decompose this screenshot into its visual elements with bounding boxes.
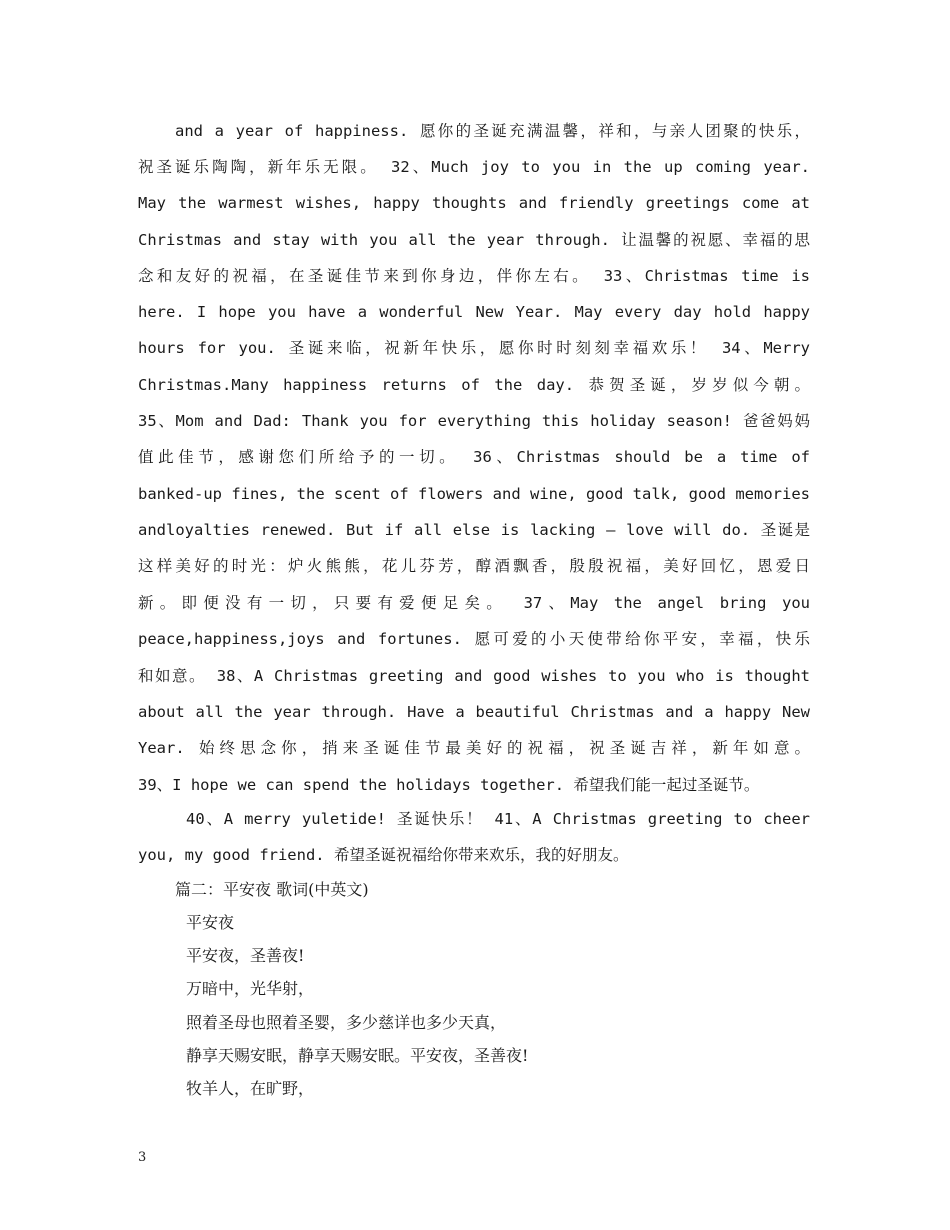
text-line: banked-up fines, the scent of flowers and wine, good talk, good memories: [138, 485, 810, 503]
poem-line: 平安夜，圣善夜!: [186, 946, 305, 965]
section-title: 篇二：平安夜 歌词(中英文): [175, 880, 369, 899]
text-line: 值此佳节，感谢您们所给予的一切。 36、Christmas should be a time of: [138, 448, 810, 466]
text-line: you, my good friend. 希望圣诞祝福给你带来欢乐，我的好朋友。: [138, 846, 629, 864]
text-line: May the warmest wishes, happy thoughts and friendly greetings come at: [138, 194, 810, 212]
text-line: 40、A merry yuletide! 圣诞快乐！ 41、A Christmas greeting to cheer: [186, 810, 810, 828]
poem-line: 照着圣母也照着圣婴，多少慈详也多少天真，: [186, 1013, 507, 1032]
text-line: 35、Mom and Dad: Thank you for everything this holiday season! 爸爸妈妈: [138, 412, 810, 430]
text-line: 和如意。 38、A Christmas greeting and good wishes to you who is thought: [138, 667, 810, 685]
text-line: 39、I hope we can spend the holidays together. 希望我们能一起过圣诞节。: [138, 776, 760, 794]
text-line: 这样美好的时光：炉火熊熊，花儿芬芳，醇酒飘香，殷殷祝福，美好回忆，恩爱日: [138, 557, 810, 575]
text-line: Year. 始终思念你，捎来圣诞佳节最美好的祝福，祝圣诞吉祥，新年如意。: [138, 739, 810, 757]
poem-line: 牧羊人，在旷野，: [186, 1079, 315, 1098]
text-line: Christmas and stay with you all the year through. 让温馨的祝愿、幸福的思: [138, 231, 810, 249]
text-line: peace,happiness,joys and fortunes. 愿可爱的小天使带给你平安，幸福，快乐: [138, 630, 810, 648]
page-number: 3: [138, 1150, 147, 1165]
text-line: 新。即便没有一切，只要有爱便足矣。 37、May the angel bring you: [138, 594, 810, 612]
text-line: 念和友好的祝福，在圣诞佳节来到你身边，伴你左右。 33、Christmas time is: [138, 267, 810, 285]
poem-line: 静享天赐安眠，静享天赐安眠。平安夜，圣善夜!: [186, 1046, 529, 1065]
text-line: hours for you. 圣诞来临，祝新年快乐，愿你时时刻刻幸福欢乐！ 34、Merry: [138, 339, 810, 357]
text-line: 祝圣诞乐陶陶，新年乐无限。 32、Much joy to you in the up coming year.: [138, 158, 810, 176]
text-line: Christmas.Many happiness returns of the day. 恭贺圣诞，岁岁似今朝。: [138, 376, 810, 394]
text-line: here. I hope you have a wonderful New Year. May every day hold happy: [138, 303, 810, 321]
text-line: andloyalties renewed. But if all else is lacking – love will do. 圣诞是: [138, 521, 810, 539]
poem-line: 万暗中，光华射，: [186, 979, 315, 998]
text-line: about all the year through. Have a beautiful Christmas and a happy New: [138, 703, 810, 721]
poem-line: 平安夜: [186, 913, 235, 932]
text-line: and a year of happiness. 愿你的圣诞充满温馨，祥和，与亲人团聚的快乐，: [175, 122, 810, 140]
